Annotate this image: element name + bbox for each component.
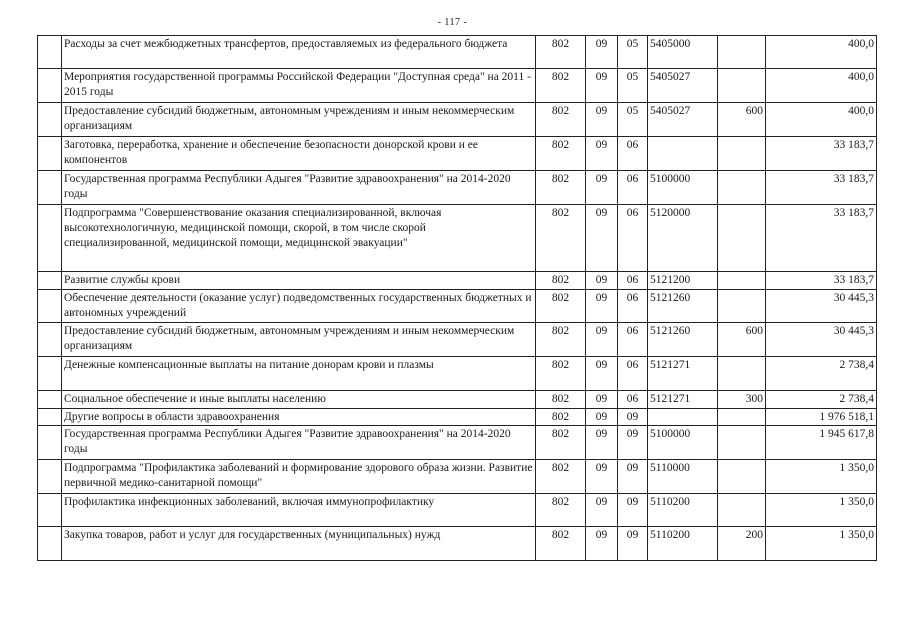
target-article-code: 5110000 bbox=[648, 460, 718, 494]
section-code: 09 bbox=[586, 171, 618, 205]
ministry-code: 802 bbox=[536, 137, 586, 171]
expense-name: Профилактика инфекционных заболеваний, включая иммунопрофилактику bbox=[62, 494, 536, 527]
section-code: 09 bbox=[586, 137, 618, 171]
table-row bbox=[38, 272, 877, 290]
subsection-code: 05 bbox=[618, 103, 648, 137]
table-row bbox=[38, 409, 877, 426]
section-code: 09 bbox=[586, 205, 618, 272]
expense-type-code bbox=[718, 205, 766, 272]
row-blank-cell bbox=[38, 171, 62, 205]
subsection-code: 05 bbox=[618, 36, 648, 69]
amount: 400,0 bbox=[766, 69, 877, 103]
ministry-code: 802 bbox=[536, 460, 586, 494]
ministry-code: 802 bbox=[536, 426, 586, 460]
subsection-code: 09 bbox=[618, 426, 648, 460]
ministry-code: 802 bbox=[536, 391, 586, 409]
subsection-code: 06 bbox=[618, 323, 648, 357]
ministry-code: 802 bbox=[536, 323, 586, 357]
expense-type-code bbox=[718, 357, 766, 391]
subsection-code: 06 bbox=[618, 205, 648, 272]
amount: 1 350,0 bbox=[766, 460, 877, 494]
table-row bbox=[38, 527, 877, 561]
target-article-code: 5100000 bbox=[648, 426, 718, 460]
expense-type-code bbox=[718, 290, 766, 323]
target-article-code: 5120000 bbox=[648, 205, 718, 272]
target-article-code: 5121271 bbox=[648, 357, 718, 391]
table-row bbox=[38, 171, 877, 205]
target-article-code: 5100000 bbox=[648, 171, 718, 205]
expense-type-code bbox=[718, 137, 766, 171]
amount: 1 945 617,8 bbox=[766, 426, 877, 460]
expense-type-code: 300 bbox=[718, 391, 766, 409]
section-code: 09 bbox=[586, 527, 618, 561]
ministry-code: 802 bbox=[536, 527, 586, 561]
table-row bbox=[38, 357, 877, 391]
subsection-code: 06 bbox=[618, 171, 648, 205]
ministry-code: 802 bbox=[536, 205, 586, 272]
row-blank-cell bbox=[38, 357, 62, 391]
amount: 33 183,7 bbox=[766, 272, 877, 290]
subsection-code: 09 bbox=[618, 460, 648, 494]
expense-type-code bbox=[718, 494, 766, 527]
amount: 1 350,0 bbox=[766, 527, 877, 561]
expense-name: Развитие службы крови bbox=[62, 272, 536, 290]
row-blank-cell bbox=[38, 391, 62, 409]
row-blank-cell bbox=[38, 527, 62, 561]
target-article-code: 5110200 bbox=[648, 527, 718, 561]
amount: 400,0 bbox=[766, 103, 877, 137]
amount: 30 445,3 bbox=[766, 323, 877, 357]
expense-name: Государственная программа Республики Адыгея "Развитие здравоохранения" на 2014-2020 годы bbox=[62, 426, 536, 460]
row-blank-cell bbox=[38, 426, 62, 460]
ministry-code: 802 bbox=[536, 69, 586, 103]
expense-name: Расходы за счет межбюджетных трансфертов, предоставляемых из федерального бюджета bbox=[62, 36, 536, 69]
ministry-code: 802 bbox=[536, 290, 586, 323]
table-row bbox=[38, 494, 877, 527]
row-blank-cell bbox=[38, 205, 62, 272]
row-blank-cell bbox=[38, 69, 62, 103]
section-code: 09 bbox=[586, 69, 618, 103]
target-article-code: 5121260 bbox=[648, 323, 718, 357]
table-row bbox=[38, 36, 877, 69]
expense-name: Закупка товаров, работ и услуг для государственных (муниципальных) нужд bbox=[62, 527, 536, 561]
target-article-code bbox=[648, 409, 718, 426]
section-code: 09 bbox=[586, 323, 618, 357]
expense-name: Подпрограмма "Совершенствование оказания специализированной, включая высокотехнологичную, медицинской помощи, скорой, в том числе скорой специализированной, медицинской помощи, медицинской эвакуации" bbox=[62, 205, 536, 272]
row-blank-cell bbox=[38, 460, 62, 494]
table-row bbox=[38, 69, 877, 103]
amount: 1 976 518,1 bbox=[766, 409, 877, 426]
ministry-code: 802 bbox=[536, 272, 586, 290]
ministry-code: 802 bbox=[536, 103, 586, 137]
expense-name: Мероприятия государственной программы Российской Федерации "Доступная среда" на 2011 - 2015 годы bbox=[62, 69, 536, 103]
expense-name: Денежные компенсационные выплаты на питание донорам крови и плазмы bbox=[62, 357, 536, 391]
table-row bbox=[38, 323, 877, 357]
table-row bbox=[38, 137, 877, 171]
amount: 33 183,7 bbox=[766, 137, 877, 171]
expense-type-code bbox=[718, 460, 766, 494]
section-code: 09 bbox=[586, 36, 618, 69]
table-row bbox=[38, 391, 877, 409]
subsection-code: 09 bbox=[618, 494, 648, 527]
ministry-code: 802 bbox=[536, 36, 586, 69]
expense-type-code bbox=[718, 171, 766, 205]
budget-table-body bbox=[38, 36, 877, 561]
table-row bbox=[38, 103, 877, 137]
expense-name: Предоставление субсидий бюджетным, автономным учреждениям и иным некоммерческим организациям bbox=[62, 323, 536, 357]
target-article-code: 5405027 bbox=[648, 103, 718, 137]
section-code: 09 bbox=[586, 357, 618, 391]
subsection-code: 06 bbox=[618, 137, 648, 171]
table-row bbox=[38, 205, 877, 272]
expense-name: Заготовка, переработка, хранение и обеспечение безопасности донорской крови и ее компонентов bbox=[62, 137, 536, 171]
row-blank-cell bbox=[38, 323, 62, 357]
expense-name: Подпрограмма "Профилактика заболеваний и формирование здорового образа жизни. Развитие первичной медико-санитарной помощи" bbox=[62, 460, 536, 494]
expense-type-code: 600 bbox=[718, 323, 766, 357]
amount: 400,0 bbox=[766, 36, 877, 69]
expense-name: Социальное обеспечение и иные выплаты населению bbox=[62, 391, 536, 409]
row-blank-cell bbox=[38, 494, 62, 527]
table-row bbox=[38, 290, 877, 323]
amount: 33 183,7 bbox=[766, 171, 877, 205]
expense-type-code: 600 bbox=[718, 103, 766, 137]
page-number: - 117 - bbox=[437, 17, 468, 28]
budget-table bbox=[37, 35, 877, 561]
section-code: 09 bbox=[586, 426, 618, 460]
target-article-code: 5121200 bbox=[648, 272, 718, 290]
amount: 2 738,4 bbox=[766, 391, 877, 409]
target-article-code: 5121260 bbox=[648, 290, 718, 323]
row-blank-cell bbox=[38, 103, 62, 137]
section-code: 09 bbox=[586, 391, 618, 409]
table-row bbox=[38, 426, 877, 460]
row-blank-cell bbox=[38, 409, 62, 426]
amount: 1 350,0 bbox=[766, 494, 877, 527]
row-blank-cell bbox=[38, 290, 62, 323]
target-article-code: 5110200 bbox=[648, 494, 718, 527]
section-code: 09 bbox=[586, 494, 618, 527]
target-article-code: 5405000 bbox=[648, 36, 718, 69]
row-blank-cell bbox=[38, 137, 62, 171]
table-row bbox=[38, 460, 877, 494]
expense-name: Другие вопросы в области здравоохранения bbox=[62, 409, 536, 426]
target-article-code: 5121271 bbox=[648, 391, 718, 409]
expense-type-code bbox=[718, 409, 766, 426]
subsection-code: 09 bbox=[618, 527, 648, 561]
section-code: 09 bbox=[586, 409, 618, 426]
ministry-code: 802 bbox=[536, 494, 586, 527]
expense-type-code bbox=[718, 36, 766, 69]
amount: 2 738,4 bbox=[766, 357, 877, 391]
ministry-code: 802 bbox=[536, 409, 586, 426]
subsection-code: 06 bbox=[618, 391, 648, 409]
expense-name: Государственная программа Республики Адыгея "Развитие здравоохранения" на 2014-2020 годы bbox=[62, 171, 536, 205]
row-blank-cell bbox=[38, 36, 62, 69]
expense-type-code bbox=[718, 69, 766, 103]
amount: 33 183,7 bbox=[766, 205, 877, 272]
subsection-code: 05 bbox=[618, 69, 648, 103]
subsection-code: 06 bbox=[618, 290, 648, 323]
section-code: 09 bbox=[586, 460, 618, 494]
amount: 30 445,3 bbox=[766, 290, 877, 323]
expense-type-code bbox=[718, 426, 766, 460]
section-code: 09 bbox=[586, 290, 618, 323]
ministry-code: 802 bbox=[536, 357, 586, 391]
section-code: 09 bbox=[586, 272, 618, 290]
section-code: 09 bbox=[586, 103, 618, 137]
expense-name: Обеспечение деятельности (оказание услуг) подведомственных государственных бюджетных и автономных учреждений bbox=[62, 290, 536, 323]
expense-type-code: 200 bbox=[718, 527, 766, 561]
row-blank-cell bbox=[38, 272, 62, 290]
subsection-code: 09 bbox=[618, 409, 648, 426]
subsection-code: 06 bbox=[618, 357, 648, 391]
subsection-code: 06 bbox=[618, 272, 648, 290]
expense-name: Предоставление субсидий бюджетным, автономным учреждениям и иным некоммерческим организациям bbox=[62, 103, 536, 137]
ministry-code: 802 bbox=[536, 171, 586, 205]
target-article-code bbox=[648, 137, 718, 171]
expense-type-code bbox=[718, 272, 766, 290]
target-article-code: 5405027 bbox=[648, 69, 718, 103]
